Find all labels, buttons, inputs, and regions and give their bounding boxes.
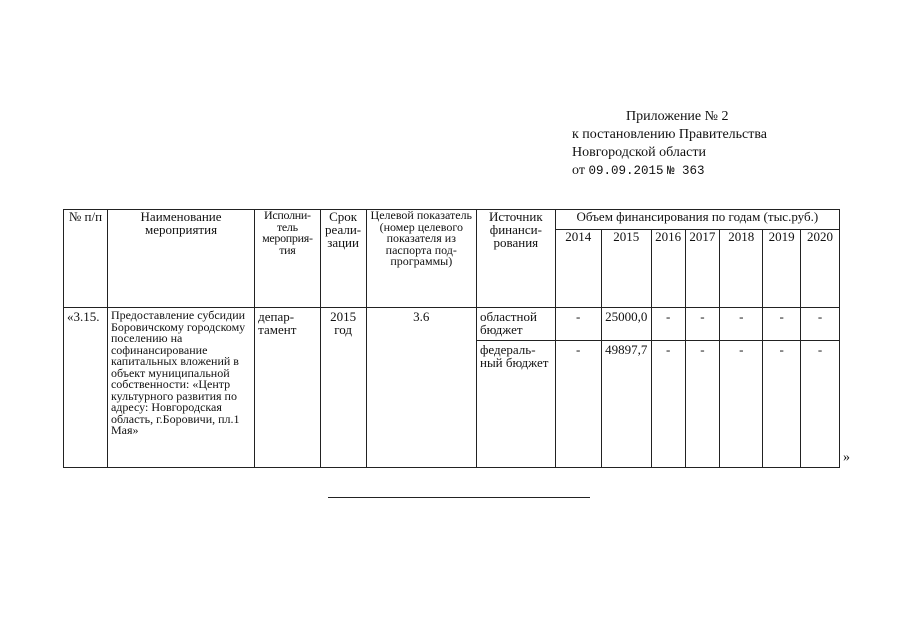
header-target: Целевой показатель (номер целевого показателя из паспорта под-программы) (366, 210, 476, 308)
row-name: Предоставление субсидии Боровичскому городскому поселению на софинансирование капитальных вложений в объект муниципальной собственности: «Центр культурного развития по адресу: Новгородская область, г.Боровичи, пл.1 Мая» (107, 308, 254, 468)
date-value: 09.09.2015 (588, 164, 664, 178)
federal-2016: - (651, 341, 685, 468)
source-regional: областной бюджет (476, 308, 555, 341)
regional-2020: - (801, 308, 840, 341)
source-federal: федераль-ный бюджет (476, 341, 555, 468)
year-2017: 2017 (685, 230, 720, 308)
closing-quote: » (843, 450, 850, 465)
header-source: Источник финанси-рования (476, 210, 555, 308)
header-num: № п/п (64, 210, 108, 308)
regional-2014: - (555, 308, 601, 341)
federal-2018: - (720, 341, 763, 468)
financing-table (63, 209, 840, 468)
row-term: 2015 год (320, 308, 366, 468)
year-2014: 2014 (555, 230, 601, 308)
appendix-region-line: Новгородской области (572, 145, 706, 160)
federal-2020: - (801, 341, 840, 468)
year-2019: 2019 (763, 230, 801, 308)
header-name: Наименование мероприятия (107, 210, 254, 308)
row-number: «3.15. (64, 308, 108, 468)
row-executor: депар-тамент (255, 308, 320, 468)
federal-2015: 49897,7 (601, 341, 651, 468)
federal-2017: - (685, 341, 720, 468)
header-volume: Объем финансирования по годам (тыс.руб.) (555, 210, 839, 230)
appendix-header (572, 108, 767, 180)
federal-2014: - (555, 341, 601, 468)
year-2016: 2016 (651, 230, 685, 308)
appendix-resolution-line: к постановлению Правительства (572, 127, 768, 142)
year-2018: 2018 (720, 230, 763, 308)
header-term: Срок реали-зации (320, 210, 366, 308)
appendix-date-line (572, 162, 767, 180)
regional-2017: - (685, 308, 720, 341)
footer-rule (328, 497, 590, 498)
regional-2015: 25000,0 (601, 308, 651, 341)
row-target: 3.6 (366, 308, 476, 468)
federal-2019: - (763, 341, 801, 468)
regional-2019: - (763, 308, 801, 341)
header-executor: Исполни-тель мероприя-тия (255, 210, 320, 308)
appendix-title: Приложение № 2 (626, 109, 729, 124)
resolution-number: № 363 (666, 164, 705, 178)
date-prefix: от (572, 163, 585, 178)
year-2015: 2015 (601, 230, 651, 308)
year-2020: 2020 (801, 230, 840, 308)
regional-2016: - (651, 308, 685, 341)
regional-2018: - (720, 308, 763, 341)
